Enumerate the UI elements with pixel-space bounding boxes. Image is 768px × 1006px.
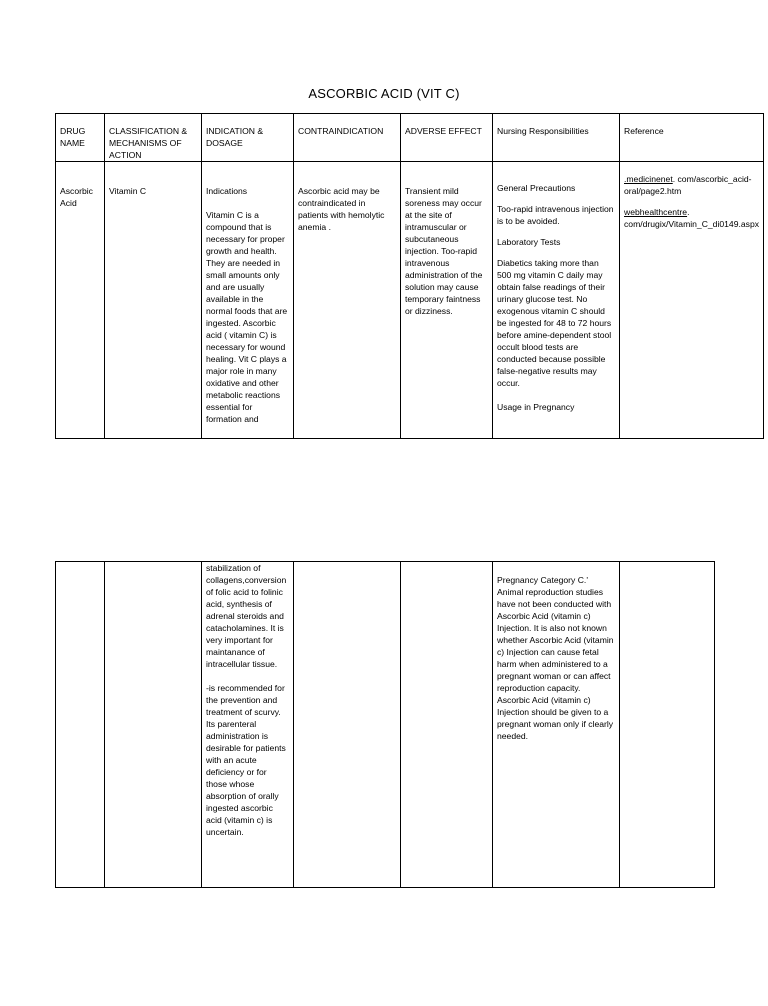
table-row [56,162,764,439]
cell-contraindication-empty [294,562,401,888]
table-row [56,562,715,888]
indication-heading: Indications [206,186,248,196]
pregnancy-category-text: Pregnancy Category C.' Animal reproduction studies have not been conducted with Ascorbic Acid (vitamin c) Injection. It is also not known whether Ascorbic Acid (vitamin c) Injection can cause fetal harm when administered to a pregnant woman or can affect reproduction capacity. Ascorbic Acid (vitamin c) Injection should be given to a pregnant woman only if clearly needed. [497,575,614,741]
cell-drug-name: Ascorbic Acid [56,162,105,439]
reference-2-link[interactable]: webhealthcentre [624,207,688,217]
indication-text: Vitamin C is a compound that is necessary for proper growth and health. They are needed in small amounts only and are usually available in the normal foods that are ingested. Ascorbic acid ( vitamin C) is necessary for wound healing. Vit C plays a major role in many oxidative and other metabolic reactions essential for formation and [206,210,288,424]
cell-nursing-responsibilities [493,162,620,439]
table-header-row [56,114,764,162]
indication-text-continued: stabilization of collagens,conversion of folic acid to folinic acid, synthesis of adrenal steroids and catacholamines. It is very important for maintanance of intracellular tissue. [206,563,287,669]
indication-scurvy-text: -is recommended for the prevention and treatment of scurvy. Its parenteral administration is desirable for patients with an acute deficiency or for those whose absorption of orally ingested ascorbic acid (vitamin c) is uncertain. [206,683,286,837]
usage-in-pregnancy-heading: Usage in Pregnancy [497,402,575,412]
header-contraindication: CONTRAINDICATION [294,114,401,162]
laboratory-tests-text: Diabetics taking more than 500 mg vitamin C daily may obtain false readings of their urinary glucose test. No exogenous vitamin C should be ingested for 48 to 72 hours before amine-dependent stool occult blood tests are conducted because possible false-negative results may occur. [497,258,612,388]
header-reference: Reference [620,114,764,162]
document-title: ASCORBIC ACID (VIT C) [308,86,460,101]
cell-adverse-effect-empty [401,562,493,888]
header-drug-name: DRUG NAME [56,114,105,162]
reference-2-rest: . com/drugix/Vitamin_C_di0149.aspx [624,207,760,229]
laboratory-tests-heading: Laboratory Tests [497,237,561,247]
header-classification: CLASSIFICATION & MECHANISMS OF ACTION [105,114,202,162]
cell-reference-empty [620,562,715,888]
cell-classification-empty [105,562,202,888]
cell-reference [620,162,764,439]
general-precautions-text: Too-rapid intravenous injection is to be avoided. [497,204,614,226]
cell-adverse-effect: Transient mild soreness may occur at the site of intramuscular or subcutaneous injection. Too-rapid intravenous administration of the solution may cause temporary faintness or dizziness. [401,162,493,439]
header-indication: INDICATION & DOSAGE [202,114,294,162]
reference-1-rest: . com/ascorbic_acid-oral/page2.htm [624,174,752,196]
reference-1-link[interactable]: .medicinenet [624,174,673,184]
cell-contraindication: Ascorbic acid may be contraindicated in patients with hemolytic anemia . [294,162,401,439]
reference-2 [624,206,759,230]
cell-classification: Vitamin C [105,162,202,439]
header-adverse-effect: ADVERSE EFFECT [401,114,493,162]
drug-table [55,113,764,439]
header-nursing-responsibilities: Nursing Responsibilities [493,114,620,162]
reference-1 [624,173,759,197]
drug-table-continuation [55,561,715,888]
cell-nursing-pregnancy [493,562,620,888]
cell-indication-continued [202,562,294,888]
cell-indication [202,162,294,439]
general-precautions-heading: General Precautions [497,183,576,193]
cell-drug-name-empty [56,562,105,888]
